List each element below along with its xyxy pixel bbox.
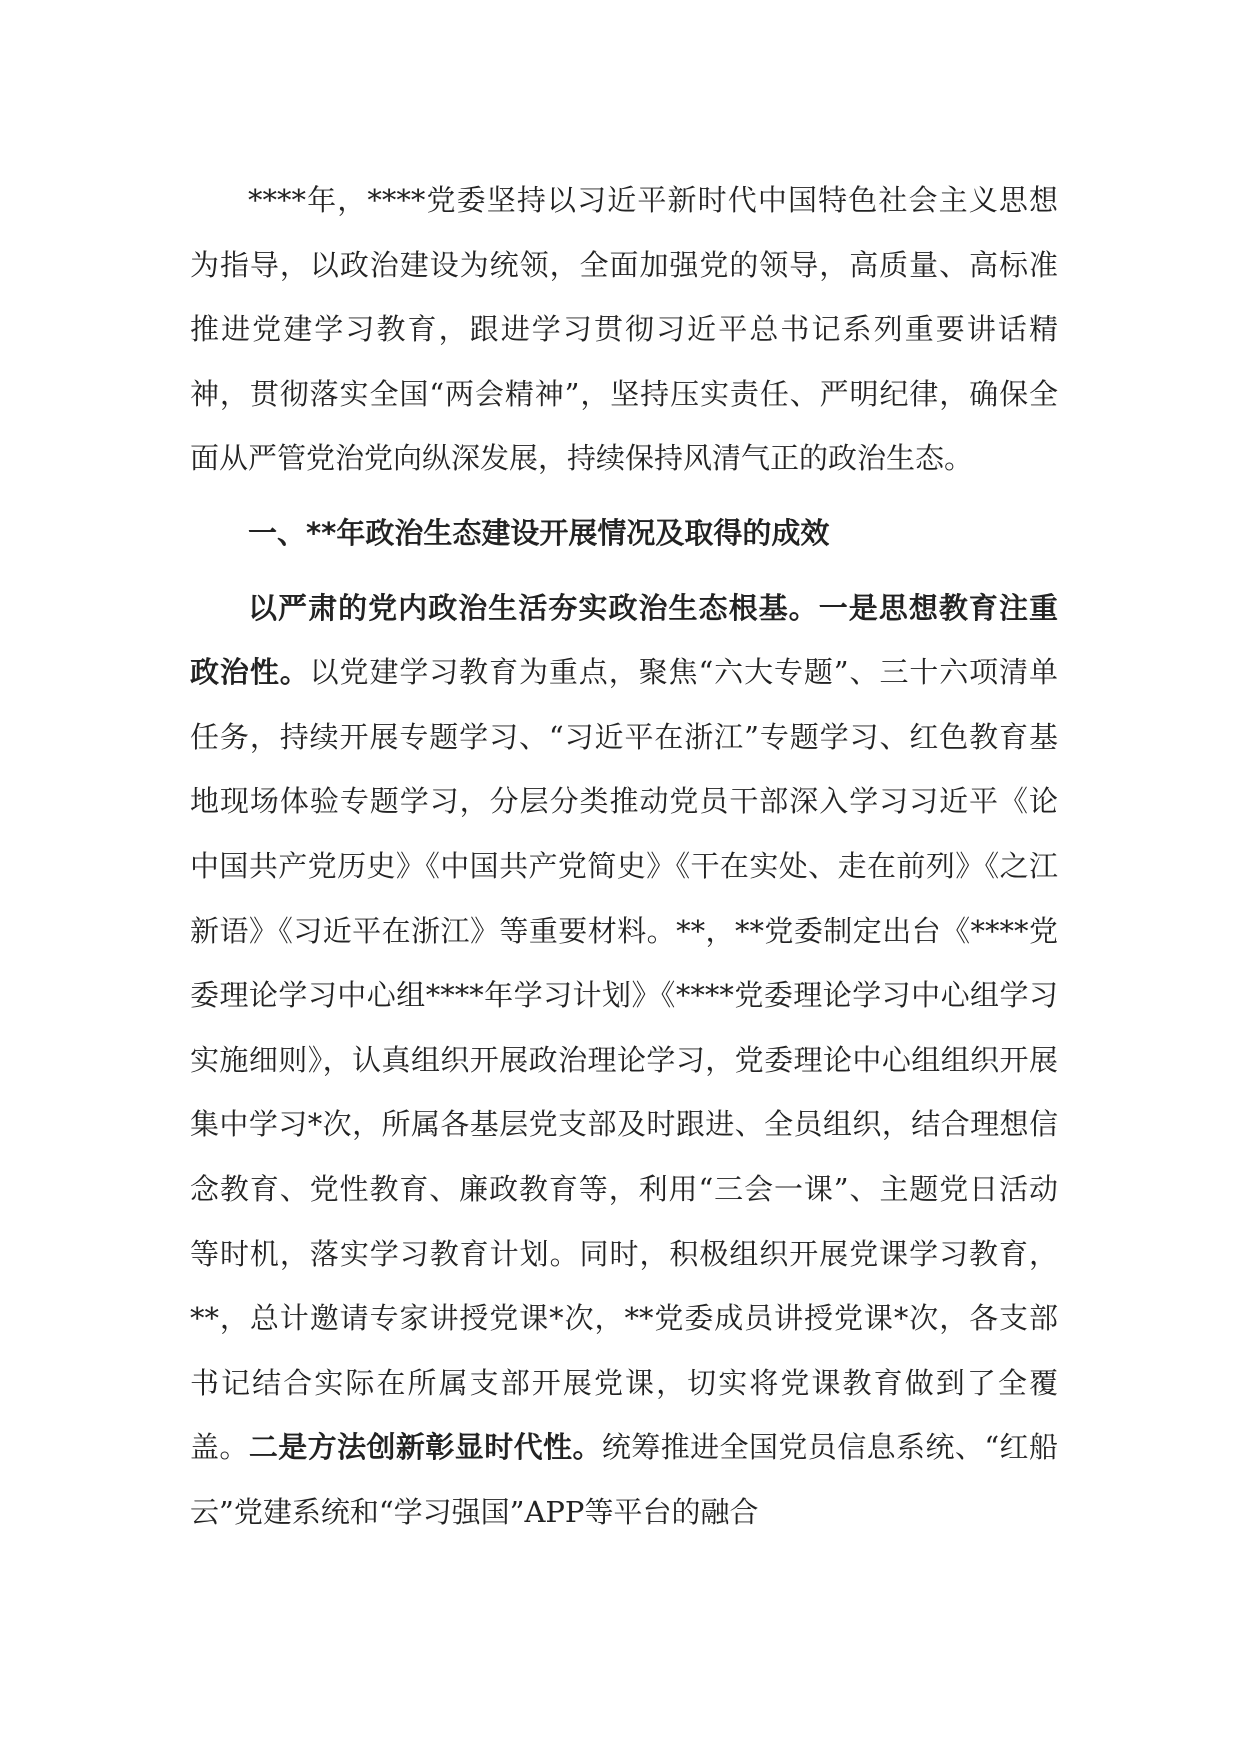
point-body: 以党建学习教育为重点，聚焦“六大专题”、三十六项清单任务，持续开展专题学习、“习近平在浙江”专题学习、红色教育基地现场体验专题学习，分层分类推动党员干部深入学习习近平《论中国共产党历史》《中国共产党简史》《干在实处、走在前列》《之江新语》《习近平在浙江》等重要材料。**，**党委制定出台《****党委理论学习中心组****年学习计划》《****党委理论学习中心组学习实施细则》，认真组织开展政治理论学习，党委理论中心组组织开展集中学习*次，所属各基层党支部及时跟进、全员组织，结合理想信念教育、党性教育、廉政教育等，利用“三会一课”、主题党日活动等时机，落实学习教育计划。同时，积极组织开展党课学习教育，**，总计邀请专家讲授党课*次，**党委成员讲授党课*次，各支部书记结合实际在所属支部开展党课，切实将党课教育做到了全覆盖。 bbox=[190, 655, 1058, 1465]
intro-paragraph: ****年，****党委坚持以习近平新时代中国特色社会主义思想为指导，以政治建设为统领，全面加强党的领导，高质量、高标准推进党建学习教育，跟进学习贯彻习近平总书记系列重要讲话精神，贯彻落实全国“两会精神”，坚持压实责任、严明纪律，确保全面从严管党治党向纵深发展，持续保持风清气正的政治生态。 bbox=[190, 183, 1058, 476]
paragraph-lead: 以严肃的党内政治生活夯实政治生态根基。 bbox=[248, 590, 819, 625]
body-paragraph bbox=[190, 576, 1058, 1545]
section-heading: 一、**年政治生态建设开展情况及取得的成效 bbox=[248, 515, 830, 550]
point-body: 统筹推进全国党员信息系统、“红船云”党建系统和“学习强国”APP等平台的融合 bbox=[190, 1430, 1058, 1529]
point-title: 二是方法创新彰显时代性。 bbox=[248, 1430, 602, 1465]
point-title: 一是思想教育注重政治性。 bbox=[190, 590, 1058, 690]
document-body bbox=[190, 168, 1058, 1544]
